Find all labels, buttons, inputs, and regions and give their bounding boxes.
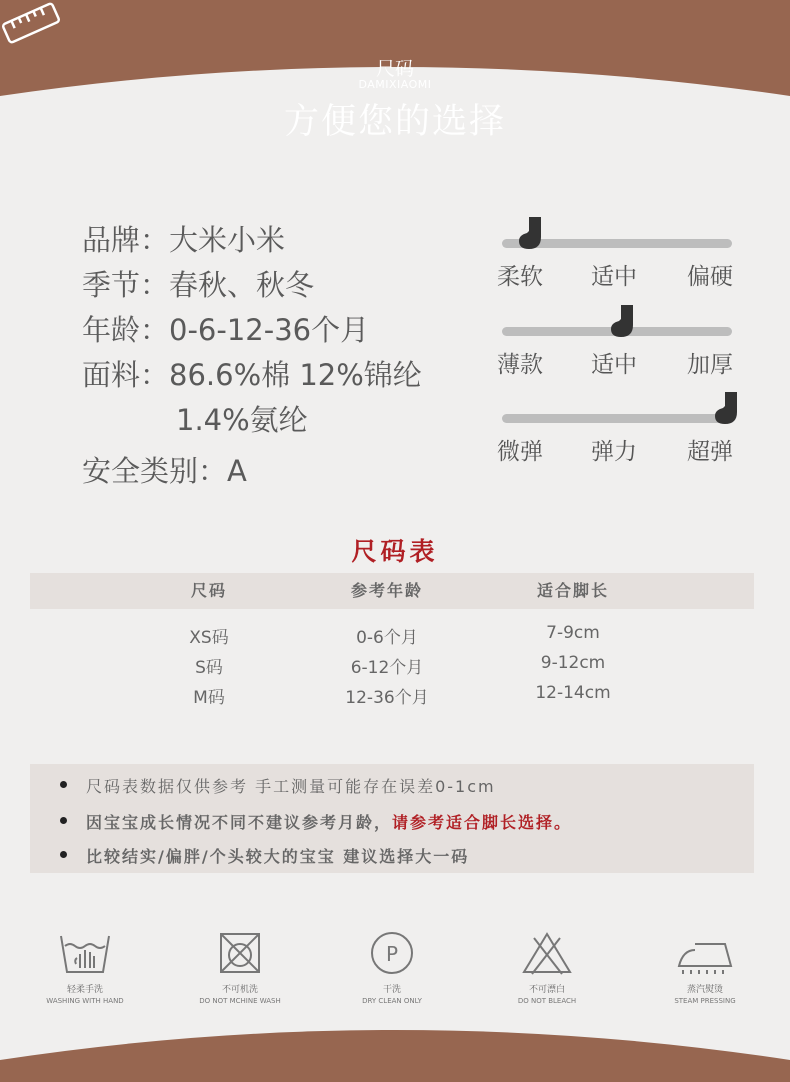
header-size: 尺码 bbox=[190, 581, 228, 600]
header-age: 参考年龄 bbox=[350, 581, 424, 600]
care-label-en: DRY CLEAN ONLY bbox=[362, 997, 422, 1005]
slider-label-mid: 适中 bbox=[591, 352, 637, 378]
care-item bbox=[645, 930, 765, 1005]
cell-size: S码 bbox=[195, 658, 223, 678]
slider-label-high: 加厚 bbox=[687, 352, 733, 378]
sock-icon bbox=[709, 390, 741, 428]
product-info bbox=[82, 220, 422, 496]
info-fabric: 面料：86.6%棉 12%锦纶 bbox=[82, 358, 422, 392]
note-text: 因宝宝成长情况不同不建议参考月龄， bbox=[86, 813, 393, 832]
care-label-en: STEAM PRESSING bbox=[674, 997, 736, 1005]
care-item bbox=[25, 930, 145, 1005]
care-label-cn: 轻柔手洗 bbox=[66, 985, 103, 995]
info-age: 年龄：0-6-12-36个月 bbox=[82, 313, 370, 347]
note-text: 尺码表数据仅供参考 手工测量可能存在误差0-1cm bbox=[86, 777, 496, 796]
cell-size: XS码 bbox=[189, 628, 229, 648]
header-foot-length: 适合脚长 bbox=[536, 581, 610, 600]
care-label-en: WASHING WITH HAND bbox=[46, 997, 124, 1005]
cell-foot-length: 12-14cm bbox=[535, 683, 611, 703]
slider-track bbox=[502, 414, 732, 423]
dry-clean-icon bbox=[365, 930, 419, 976]
info-safety: 安全类别：A bbox=[82, 454, 247, 488]
care-label-cn: 蒸汽熨烫 bbox=[686, 985, 723, 995]
brand-en: DAMIXIAOMI bbox=[358, 78, 432, 91]
care-label-cn: 不可机洗 bbox=[221, 985, 258, 995]
slider-label-high: 超弹 bbox=[687, 439, 733, 465]
elasticity-slider bbox=[497, 390, 737, 470]
slider-label-low: 微弹 bbox=[497, 439, 543, 465]
care-item bbox=[332, 930, 452, 1005]
slider-label-mid: 适中 bbox=[591, 264, 637, 290]
notes-box bbox=[30, 764, 754, 873]
cell-age: 6-12个月 bbox=[350, 658, 424, 678]
care-label-en: DO NOT MCHINE WASH bbox=[199, 997, 281, 1005]
bullet-icon bbox=[60, 781, 67, 788]
slider-label-low: 柔软 bbox=[497, 264, 543, 290]
footer-band bbox=[0, 1030, 790, 1082]
svg-text:P: P bbox=[385, 942, 399, 966]
bullet-icon bbox=[60, 851, 67, 858]
note-line bbox=[86, 844, 469, 867]
cell-foot-length: 9-12cm bbox=[540, 653, 606, 673]
slider-label-low: 薄款 bbox=[497, 352, 543, 378]
care-item bbox=[487, 930, 607, 1005]
cell-age: 0-6个月 bbox=[356, 628, 418, 648]
info-season: 季节：春秋、秋冬 bbox=[82, 268, 315, 302]
brand-cn: 尺码 bbox=[375, 58, 414, 80]
care-label-en: DO NOT BLEACH bbox=[517, 997, 577, 1005]
slider-label-high: 偏硬 bbox=[687, 264, 733, 290]
header-banner bbox=[0, 0, 790, 165]
bullet-icon bbox=[60, 817, 67, 824]
ruler-icon bbox=[0, 0, 62, 46]
page-title: 方便您的选择 bbox=[283, 102, 506, 142]
steam-iron-icon bbox=[673, 930, 737, 976]
no-bleach-icon bbox=[520, 930, 574, 976]
note-text: 比较结实/偏胖/个头较大的宝宝 建议选择大一码 bbox=[86, 847, 470, 866]
cell-size: M码 bbox=[193, 688, 225, 708]
info-brand: 品牌：大米小米 bbox=[82, 223, 286, 257]
size-table-header bbox=[30, 573, 754, 609]
slider-label-mid: 弹力 bbox=[591, 439, 637, 465]
softness-slider bbox=[497, 215, 737, 295]
care-label-cn: 不可漂白 bbox=[528, 985, 565, 995]
note-highlight: 请参考适合脚长选择。 bbox=[392, 813, 573, 832]
no-machine-wash-icon bbox=[213, 930, 267, 976]
care-item bbox=[180, 930, 300, 1005]
note-line bbox=[86, 810, 572, 833]
thickness-slider bbox=[497, 303, 737, 383]
hand-wash-icon bbox=[58, 930, 112, 976]
sock-icon bbox=[513, 215, 545, 253]
size-table-title: 尺码表 bbox=[351, 537, 439, 566]
note-line bbox=[86, 774, 496, 797]
cell-age: 12-36个月 bbox=[345, 688, 429, 708]
info-fabric-cont: 1.4%氨纶 bbox=[176, 403, 308, 437]
care-label-cn: 干洗 bbox=[382, 985, 401, 995]
cell-foot-length: 7-9cm bbox=[546, 623, 600, 643]
sock-icon bbox=[605, 303, 637, 341]
